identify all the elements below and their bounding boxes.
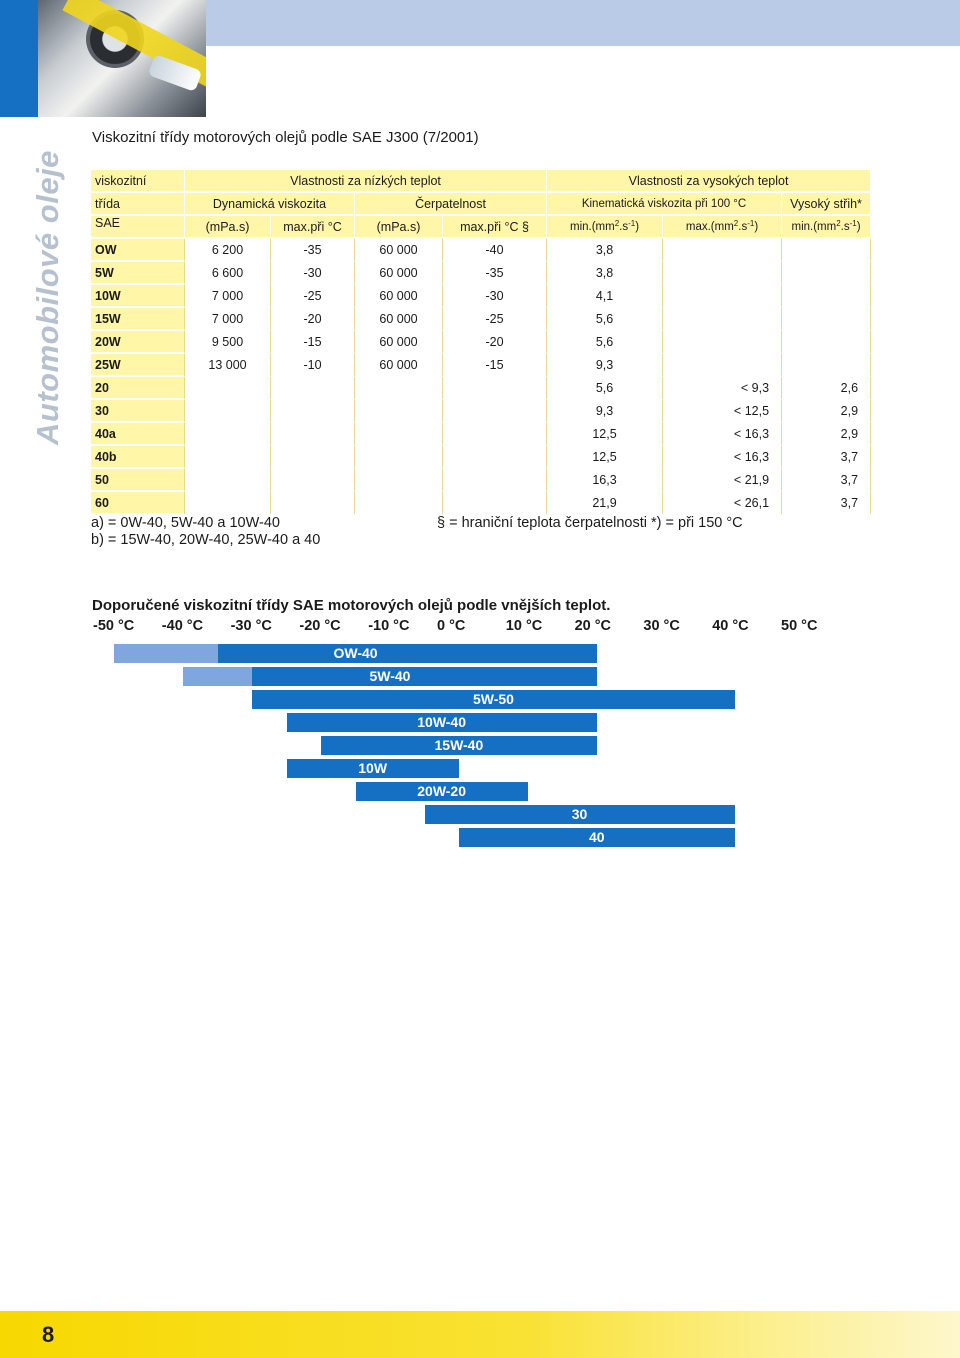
table-cell — [355, 446, 443, 469]
table-cell — [782, 262, 871, 285]
range-bar-label: 10W — [358, 760, 388, 776]
table-cell: 6 200 — [185, 239, 271, 262]
header-row-1 — [91, 170, 871, 193]
temperature-tick-label: -10 °C — [368, 618, 410, 634]
unit-max-temp-2: max.při °C § — [443, 216, 547, 239]
table-cell — [663, 239, 782, 262]
header-row-2 — [91, 193, 871, 216]
table-cell: < 26,1 — [663, 492, 782, 515]
unit-mpas-1: (mPa.s) — [185, 216, 271, 239]
table-cell — [663, 308, 782, 331]
table-cell — [443, 446, 547, 469]
table-cell — [663, 331, 782, 354]
table-cell — [185, 400, 271, 423]
header-car-photo — [38, 0, 206, 117]
table-cell: 60 000 — [355, 331, 443, 354]
sae-class-cell: 5W — [91, 262, 185, 285]
table-cell — [782, 239, 871, 262]
table-cell: 13 000 — [185, 354, 271, 377]
temperature-tick-label: -50 °C — [93, 618, 135, 634]
table-cell: 3,7 — [782, 446, 871, 469]
table-cell: 60 000 — [355, 262, 443, 285]
table-cell: -15 — [271, 331, 355, 354]
table-cell — [185, 469, 271, 492]
table-cell: < 9,3 — [663, 377, 782, 400]
table-cell — [271, 400, 355, 423]
side-section-title: Automobilové oleje — [30, 150, 65, 445]
table-row — [91, 354, 871, 377]
table-cell: < 21,9 — [663, 469, 782, 492]
sae-class-cell: OW — [91, 239, 185, 262]
table-cell — [782, 331, 871, 354]
sae-class-cell: 20W — [91, 331, 185, 354]
temperature-tick-label: 0 °C — [437, 618, 466, 634]
header-class-line-1: viskozitní — [91, 170, 185, 193]
sae-class-cell: 40a — [91, 423, 185, 446]
table-row — [91, 377, 871, 400]
sae-class-cell: 20 — [91, 377, 185, 400]
header-dynamic-viscosity: Dynamická viskozita — [185, 193, 355, 216]
table-row — [91, 331, 871, 354]
header-class-line-2: třída — [91, 193, 185, 216]
table-cell — [443, 423, 547, 446]
temperature-tick-label: 10 °C — [505, 618, 543, 634]
table-cell: 21,9 — [547, 492, 663, 515]
range-bar-light-segment — [114, 644, 218, 663]
range-bar-label: 5W-50 — [473, 691, 514, 707]
table-cell: -35 — [443, 262, 547, 285]
table-cell — [185, 423, 271, 446]
unit-max-temp-1: max.při °C — [271, 216, 355, 239]
range-bar-label: 30 — [571, 806, 588, 822]
table-cell: -25 — [443, 308, 547, 331]
table-cell — [355, 377, 443, 400]
table-cell: -20 — [443, 331, 547, 354]
table-cell: 60 000 — [355, 308, 443, 331]
table-cell: 60 000 — [355, 354, 443, 377]
table-cell — [355, 492, 443, 515]
table-cell — [185, 492, 271, 515]
header-low-temp: Vlastnosti za nízkých teplot — [185, 170, 547, 193]
table-cell: 6 600 — [185, 262, 271, 285]
table-cell — [782, 354, 871, 377]
table-cell: < 16,3 — [663, 446, 782, 469]
header-row-3 — [91, 216, 871, 239]
temperature-tick-label: 40 °C — [712, 618, 749, 634]
table-cell: 3,8 — [547, 239, 663, 262]
table-cell: -30 — [271, 262, 355, 285]
sae-class-cell: 50 — [91, 469, 185, 492]
table-row — [91, 423, 871, 446]
table-title: Viskozitní třídy motorových olejů podle SAE J300 (7/2001) — [92, 129, 479, 146]
unit-min-mm2s-shear: $\min.(mm^2.s^{-1})$ — [782, 216, 871, 239]
table-cell: -30 — [443, 285, 547, 308]
header-class-line-3: SAE — [91, 216, 185, 239]
table-row — [91, 469, 871, 492]
table-cell: 12,5 — [547, 446, 663, 469]
table-row — [91, 308, 871, 331]
table-cell — [443, 377, 547, 400]
table-cell: 5,6 — [547, 377, 663, 400]
range-bar-light-segment — [183, 667, 252, 686]
table-cell: 16,3 — [547, 469, 663, 492]
table-cell — [443, 400, 547, 423]
temperature-tick-label: 20 °C — [574, 618, 612, 634]
table-cell — [355, 469, 443, 492]
table-cell — [782, 308, 871, 331]
header-high-shear: Vysoký střih* — [782, 193, 871, 216]
table-cell: 3,8 — [547, 262, 663, 285]
table-cell: < 12,5 — [663, 400, 782, 423]
table-cell — [271, 469, 355, 492]
footer-band — [0, 1311, 960, 1358]
range-bar-label: 5W-40 — [369, 668, 411, 684]
range-bar-label: 40 — [589, 829, 605, 845]
table-cell — [271, 423, 355, 446]
table-cell — [663, 285, 782, 308]
temperature-tick-label: -20 °C — [299, 618, 341, 634]
unit-mpas-2: (mPa.s) — [355, 216, 443, 239]
table-row — [91, 446, 871, 469]
sae-class-cell: 15W — [91, 308, 185, 331]
table-row — [91, 285, 871, 308]
temperature-tick-label: -30 °C — [230, 618, 272, 634]
table-cell: -25 — [271, 285, 355, 308]
range-bar-label: 10W-40 — [417, 714, 466, 730]
table-cell: 5,6 — [547, 331, 663, 354]
table-cell: < 16,3 — [663, 423, 782, 446]
note-b: b) = 15W-40, 20W-40, 25W-40 a 40 — [91, 532, 321, 548]
table-cell — [271, 377, 355, 400]
table-row — [91, 262, 871, 285]
table-cell: -40 — [443, 239, 547, 262]
sae-class-cell: 10W — [91, 285, 185, 308]
table-cell: 2,9 — [782, 423, 871, 446]
table-body — [91, 239, 871, 515]
table-cell: 7 000 — [185, 285, 271, 308]
sae-class-cell: 30 — [91, 400, 185, 423]
table-cell: 7 000 — [185, 308, 271, 331]
table-cell — [185, 377, 271, 400]
temperature-tick-label: 30 °C — [643, 618, 680, 634]
page-number: 8 — [42, 1322, 55, 1347]
table-cell: 60 000 — [355, 239, 443, 262]
table-row — [91, 492, 871, 515]
table-row — [91, 239, 871, 262]
table-cell: -15 — [443, 354, 547, 377]
table-cell — [271, 492, 355, 515]
sae-viscosity-table — [91, 170, 871, 515]
table-cell — [443, 492, 547, 515]
range-bar-label: 15W-40 — [434, 737, 484, 753]
table-cell — [185, 446, 271, 469]
sae-class-cell: 60 — [91, 492, 185, 515]
temperature-tick-label: -40 °C — [161, 618, 204, 634]
range-bar-label: OW-40 — [333, 645, 378, 661]
note-a: a) = 0W-40, 5W-40 a 10W-40 — [91, 515, 280, 531]
header-kinematic-viscosity: Kinematická viskozita při 100 °C — [547, 193, 782, 216]
unit-max-mm2s: $\max.(mm^2.s^{-1})$ — [663, 216, 782, 239]
temperature-tick-label: 50 °C — [781, 618, 818, 634]
table-cell — [271, 446, 355, 469]
table-cell: 12,5 — [547, 423, 663, 446]
range-bar-label: 20W-20 — [417, 783, 466, 799]
note-legend: § = hraniční teplota čerpatelnosti *) = při 150 °C — [437, 515, 743, 531]
table-cell — [355, 423, 443, 446]
table-cell: 9 500 — [185, 331, 271, 354]
table-cell: -35 — [271, 239, 355, 262]
table-cell — [443, 469, 547, 492]
table-cell: 2,9 — [782, 400, 871, 423]
table-row — [91, 400, 871, 423]
chart-title: Doporučené viskozitní třídy SAE motorových olejů podle vnějších teplot. — [92, 597, 611, 614]
header-pumpability: Čerpatelnost — [355, 193, 547, 216]
sae-class-cell: 25W — [91, 354, 185, 377]
table-cell: 60 000 — [355, 285, 443, 308]
header-blue-band — [0, 0, 38, 117]
table-cell: 2,6 — [782, 377, 871, 400]
table-cell — [782, 285, 871, 308]
unit-min-mm2s: $\min.(mm^2.s^{-1})$ — [547, 216, 663, 239]
table-cell: 9,3 — [547, 354, 663, 377]
header-high-temp: Vlastnosti za vysokých teplot — [547, 170, 871, 193]
table-cell: 9,3 — [547, 400, 663, 423]
table-cell: 3,7 — [782, 469, 871, 492]
header-bar — [206, 0, 960, 46]
temperature-axis — [93, 618, 833, 636]
table-cell: -10 — [271, 354, 355, 377]
sae-class-cell: 40b — [91, 446, 185, 469]
table-cell: 5,6 — [547, 308, 663, 331]
table-cell — [663, 262, 782, 285]
table-cell: -20 — [271, 308, 355, 331]
table-cell: 4,1 — [547, 285, 663, 308]
table-cell: 3,7 — [782, 492, 871, 515]
table-cell — [663, 354, 782, 377]
table-cell — [355, 400, 443, 423]
